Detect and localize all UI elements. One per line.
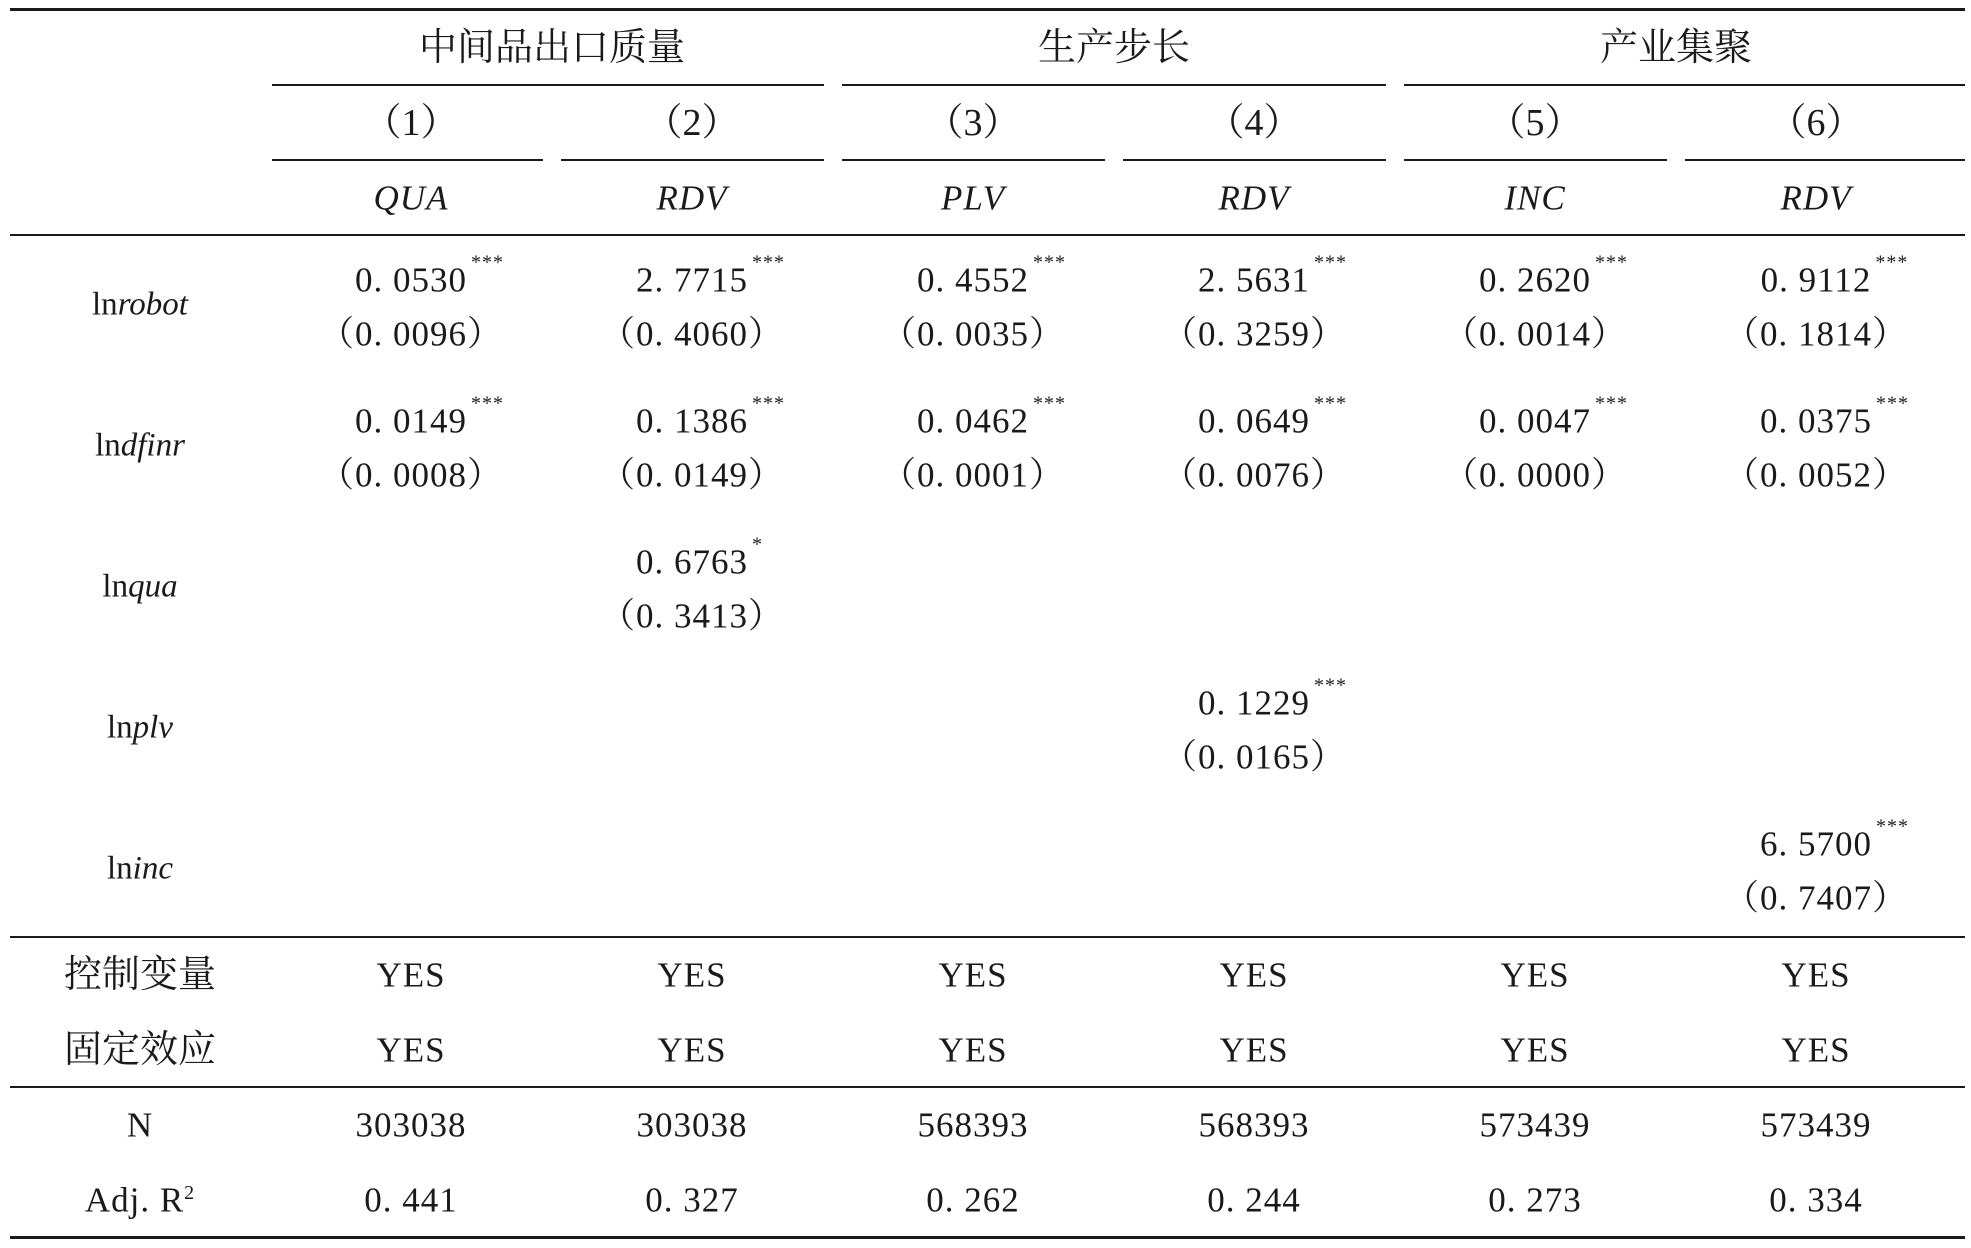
std-error: （0. 4060）: [599, 314, 785, 354]
coef-value: 0. 0375 ***: [1760, 392, 1909, 441]
significance-stars: ***: [471, 392, 504, 415]
col-number-3: （3）: [925, 102, 1021, 144]
significance-stars: ***: [752, 251, 785, 274]
col-rule-1: [272, 159, 543, 161]
group-rule-3: [1404, 84, 1965, 86]
col-rule-4: [1123, 159, 1386, 161]
row-label-prefix: ln: [92, 286, 118, 323]
row-label-prefix: ln: [107, 709, 133, 746]
group-rule-2: [842, 84, 1386, 86]
stat-value: 0. 273: [1488, 1180, 1582, 1220]
stat-label-adj-r2: [84, 1180, 196, 1220]
coef-value: 0. 0530 ***: [355, 251, 504, 300]
coef-bottom-rule: [10, 936, 1965, 938]
std-error: （0. 0014）: [1442, 314, 1628, 354]
std-error: （0. 0096）: [318, 314, 504, 354]
std-error: （0. 0149）: [599, 455, 785, 495]
coef-value: 0. 0462 ***: [917, 392, 1066, 441]
significance-stars: ***: [1876, 815, 1909, 838]
significance-stars: ***: [1314, 251, 1347, 274]
stat-value: 0. 334: [1769, 1180, 1863, 1220]
stat-value: 303038: [355, 1105, 467, 1145]
dep-var-5: INC: [1504, 178, 1566, 218]
col-rule-2: [561, 159, 824, 161]
control-value: YES: [1500, 955, 1570, 995]
col-number-5: （5）: [1487, 102, 1583, 144]
std-error: （0. 3259）: [1161, 314, 1347, 354]
group-rule-1: [272, 84, 824, 86]
dep-var-1: QUA: [373, 178, 449, 218]
coef-value: 0. 1386 ***: [636, 392, 785, 441]
std-error: （0. 0165）: [1161, 737, 1347, 777]
significance-stars: ***: [1875, 251, 1909, 274]
std-error: （0. 0076）: [1161, 455, 1347, 495]
significance-stars: ***: [1033, 251, 1066, 274]
control-value: YES: [657, 1030, 727, 1070]
coef-value: 2. 7715 ***: [636, 251, 785, 300]
col-rule-6: [1685, 159, 1965, 161]
col-rule-3: [842, 159, 1105, 161]
control-value: YES: [938, 1030, 1008, 1070]
row-label-lndfinr: [95, 427, 185, 464]
group-header-3: 产业集聚: [1599, 27, 1753, 69]
control-value: YES: [1781, 1030, 1851, 1070]
control-value: YES: [657, 955, 727, 995]
dep-var-6: RDV: [1780, 178, 1852, 218]
std-error: （0. 0008）: [318, 455, 504, 495]
row-label-prefix: ln: [102, 568, 129, 605]
control-label-controls: 控制变量: [63, 954, 217, 996]
adj-r-text: Adj. R: [84, 1180, 185, 1220]
control-value: YES: [376, 1030, 446, 1070]
significance-stars: *: [752, 533, 763, 556]
std-error: （0. 3413）: [599, 596, 785, 636]
coef-value: 0. 2620 ***: [1479, 251, 1628, 300]
std-error: （0. 0052）: [1723, 455, 1909, 495]
row-label-lnplv: [107, 709, 173, 746]
control-value: YES: [938, 955, 1008, 995]
significance-stars: ***: [752, 392, 785, 415]
coef-value: 2. 5631 ***: [1198, 251, 1347, 300]
coef-value: 0. 0047 ***: [1479, 392, 1628, 441]
control-value: YES: [1500, 1030, 1570, 1070]
group-header-2: 生产步长: [1037, 27, 1191, 69]
significance-stars: ***: [1033, 392, 1066, 415]
coef-value: 6. 5700 ***: [1760, 815, 1909, 864]
row-label-lnqua: [102, 568, 178, 605]
top-rule: [10, 8, 1965, 11]
col-number-2: （2）: [644, 102, 740, 144]
bottom-rule: [10, 1236, 1965, 1239]
coef-value: 0. 9112 ***: [1760, 251, 1909, 300]
row-label-prefix: ln: [107, 850, 133, 887]
significance-stars: ***: [471, 251, 504, 274]
control-label-fixed-effects: 固定效应: [63, 1029, 217, 1071]
stat-value: 0. 244: [1207, 1180, 1301, 1220]
control-bottom-rule: [10, 1086, 1965, 1088]
control-value: YES: [376, 955, 446, 995]
row-label-var: robot: [117, 286, 188, 323]
header-bottom-rule: [10, 234, 1965, 236]
stat-value: 0. 327: [645, 1180, 739, 1220]
coef-value: 0. 4552 ***: [917, 251, 1066, 300]
col-number-4: （4）: [1206, 102, 1302, 144]
stat-value: 303038: [636, 1105, 748, 1145]
std-error: （0. 0035）: [880, 314, 1066, 354]
significance-stars: ***: [1595, 251, 1628, 274]
stat-label-n: N: [126, 1105, 154, 1145]
coef-value: 0. 0649 ***: [1198, 392, 1347, 441]
stat-value: 0. 262: [926, 1180, 1020, 1220]
control-value: YES: [1781, 955, 1851, 995]
row-label-var: inc: [132, 850, 173, 887]
row-label-lninc: [107, 850, 173, 887]
std-error: （0. 0001）: [880, 455, 1066, 495]
control-value: YES: [1219, 955, 1289, 995]
row-label-var: qua: [128, 568, 178, 605]
row-label-prefix: ln: [95, 427, 121, 464]
std-error: （0. 0000）: [1442, 455, 1628, 495]
significance-stars: ***: [1314, 392, 1347, 415]
col-rule-5: [1404, 159, 1667, 161]
row-label-lnrobot: [92, 286, 188, 323]
stat-value: 573439: [1760, 1105, 1872, 1145]
std-error: （0. 1814）: [1723, 314, 1909, 354]
row-label-var: dfinr: [120, 427, 185, 464]
significance-stars: ***: [1314, 674, 1347, 697]
adj-r-superscript: 2: [184, 1181, 196, 1204]
stat-value: 568393: [917, 1105, 1029, 1145]
control-value: YES: [1219, 1030, 1289, 1070]
significance-stars: ***: [1876, 392, 1909, 415]
col-number-1: （1）: [363, 102, 459, 144]
significance-stars: ***: [1595, 392, 1628, 415]
coef-value: 0. 6763 *: [636, 533, 763, 582]
col-number-6: （6）: [1768, 102, 1864, 144]
stat-value: 568393: [1198, 1105, 1310, 1145]
coef-value: 0. 1229 ***: [1198, 674, 1347, 723]
stat-value: 0. 441: [364, 1180, 458, 1220]
coef-value: 0. 0149 ***: [355, 392, 504, 441]
group-header-1: 中间品出口质量: [418, 27, 686, 69]
stat-value: 573439: [1479, 1105, 1591, 1145]
dep-var-3: PLV: [941, 178, 1005, 218]
std-error: （0. 7407）: [1723, 878, 1909, 918]
dep-var-2: RDV: [656, 178, 728, 218]
dep-var-4: RDV: [1218, 178, 1290, 218]
row-label-var: plv: [132, 709, 173, 746]
